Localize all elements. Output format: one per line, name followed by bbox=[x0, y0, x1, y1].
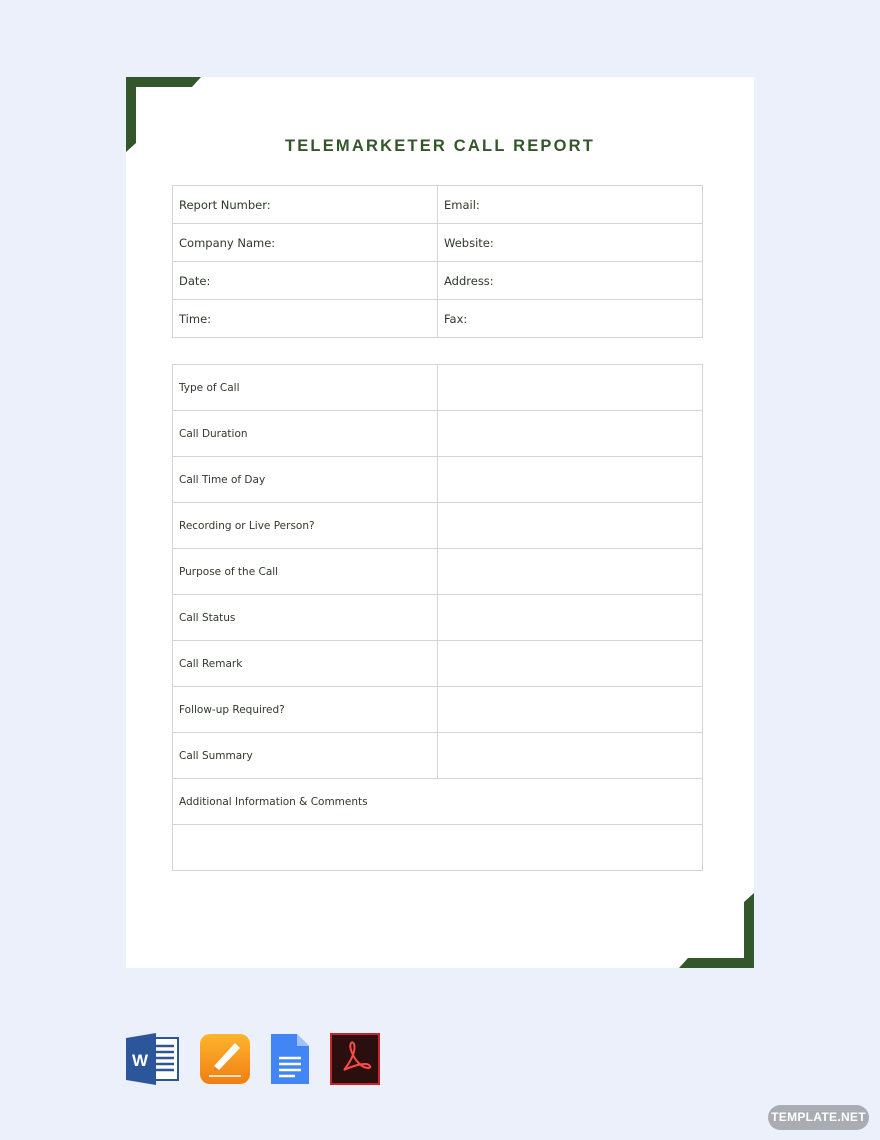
report-info-table bbox=[172, 185, 703, 338]
comments-label: Additional Information & Comments bbox=[173, 779, 703, 825]
table-row bbox=[173, 411, 703, 457]
follow-up-required-value[interactable] bbox=[438, 687, 703, 733]
google-docs-icon[interactable] bbox=[269, 1032, 311, 1086]
table-row bbox=[173, 224, 703, 262]
call-summary-value[interactable] bbox=[438, 733, 703, 779]
time-field[interactable]: Time: bbox=[173, 300, 438, 338]
report-title: TELEMARKETER CALL REPORT bbox=[284, 137, 596, 155]
table-row bbox=[173, 186, 703, 224]
pages-icon[interactable] bbox=[199, 1032, 251, 1086]
follow-up-required-label: Follow-up Required? bbox=[173, 687, 438, 733]
call-time-of-day-value[interactable] bbox=[438, 457, 703, 503]
table-row bbox=[173, 825, 703, 871]
call-status-value[interactable] bbox=[438, 595, 703, 641]
purpose-of-call-value[interactable] bbox=[438, 549, 703, 595]
table-row bbox=[173, 300, 703, 338]
company-name-field[interactable]: Company Name: bbox=[173, 224, 438, 262]
call-remark-value[interactable] bbox=[438, 641, 703, 687]
table-row bbox=[173, 595, 703, 641]
call-remark-label: Call Remark bbox=[173, 641, 438, 687]
table-row bbox=[173, 641, 703, 687]
type-of-call-value[interactable] bbox=[438, 365, 703, 411]
table-row bbox=[173, 733, 703, 779]
comments-value[interactable] bbox=[173, 825, 703, 871]
date-field[interactable]: Date: bbox=[173, 262, 438, 300]
table-row bbox=[173, 503, 703, 549]
address-field[interactable]: Address: bbox=[438, 262, 703, 300]
table-row bbox=[173, 687, 703, 733]
call-duration-label: Call Duration bbox=[173, 411, 438, 457]
document-page bbox=[126, 77, 754, 968]
svg-text:W: W bbox=[131, 1051, 149, 1070]
word-icon[interactable] bbox=[126, 1032, 180, 1086]
call-summary-label: Call Summary bbox=[173, 733, 438, 779]
website-field[interactable]: Website: bbox=[438, 224, 703, 262]
call-details-table bbox=[172, 364, 703, 871]
pdf-icon[interactable] bbox=[330, 1032, 380, 1086]
type-of-call-label: Type of Call bbox=[173, 365, 438, 411]
bottom-right-corner-decoration bbox=[678, 892, 754, 968]
recording-or-live-label: Recording or Live Person? bbox=[173, 503, 438, 549]
table-row bbox=[173, 779, 703, 825]
email-field[interactable]: Email: bbox=[438, 186, 703, 224]
fax-field[interactable]: Fax: bbox=[438, 300, 703, 338]
table-row bbox=[173, 365, 703, 411]
call-status-label: Call Status bbox=[173, 595, 438, 641]
call-duration-value[interactable] bbox=[438, 411, 703, 457]
table-row bbox=[173, 262, 703, 300]
table-row bbox=[173, 549, 703, 595]
report-number-field[interactable]: Report Number: bbox=[173, 186, 438, 224]
call-time-of-day-label: Call Time of Day bbox=[173, 457, 438, 503]
template-net-badge[interactable]: TEMPLATE.NET bbox=[768, 1105, 869, 1130]
purpose-of-call-label: Purpose of the Call bbox=[173, 549, 438, 595]
table-row bbox=[173, 457, 703, 503]
recording-or-live-value[interactable] bbox=[438, 503, 703, 549]
